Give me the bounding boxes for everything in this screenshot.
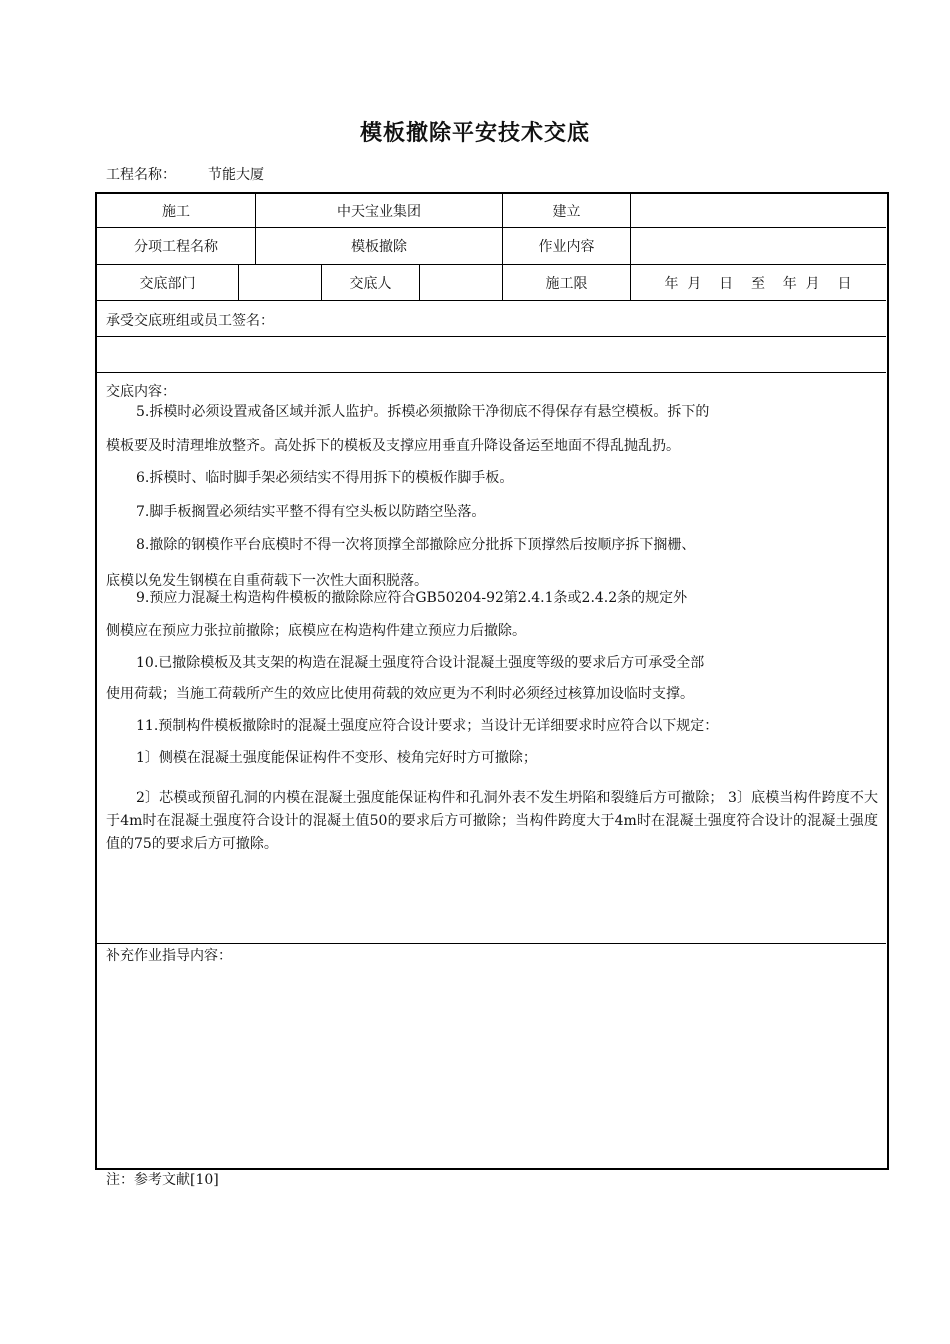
briefing-department-label: 交底部门 xyxy=(139,275,196,292)
content-line: 7.脚手板搁置必须结实平整不得有空头板以防踏空坠落。 xyxy=(136,504,486,520)
sub-project-label: 分项工程名称 xyxy=(134,239,218,255)
signature-label: 承受交底班组或员工签名： xyxy=(106,313,274,329)
content-paragraph: 2〕芯模或预留孔洞的内模在混凝土强度能保证构件和孔洞外表不发生坍陷和裂缝后方可撤除； 3〕底模当构件跨度不大于4m时在混凝土强度符合设计的混凝土值50的要求后方可撤除；当构件跨度大于4m时在混凝土强度符合设计的混凝土强度值的75的要求后方可撤除。 xyxy=(106,790,878,852)
content-line: 1〕侧模在混凝土强度能保证构件不变形、棱角完好时方可撤除； xyxy=(136,750,537,766)
sub-project-value: 模板撤除 xyxy=(351,239,407,255)
construction-value: 中天宝业集团 xyxy=(337,203,421,220)
work-content-value xyxy=(631,228,885,264)
briefer-label: 交底人 xyxy=(349,275,392,292)
supplement-label: 补充作业指导内容： xyxy=(106,948,232,964)
table-row-divider xyxy=(96,372,886,373)
content-line: 6.拆模时、临时脚手架必须结实不得用拆下的模板作脚手板。 xyxy=(136,470,514,486)
footnote: 注：参考文献[10] xyxy=(106,1172,219,1188)
content-line: 5.拆模时必须设置戒备区域并派人监护。拆模必须撤除干净彻底不得保存有悬空模板。拆下的 xyxy=(136,404,710,420)
table-row-divider xyxy=(96,336,886,337)
content-line: 模板要及时清理堆放整齐。高处拆下的模板及支撑应用垂直升降设备运至地面不得乱抛乱扔。 xyxy=(106,438,680,454)
content-line: 8.撤除的钢模作平台底模时不得一次将顶撑全部撤除应分批拆下顶撑然后按顺序拆下搁栅、 xyxy=(136,537,696,553)
briefing-table xyxy=(95,192,889,1170)
project-name-line xyxy=(106,164,264,184)
project-name-value: 节能大厦 xyxy=(208,167,264,183)
work-content-label: 作业内容 xyxy=(538,239,595,255)
build-value xyxy=(631,194,885,227)
table-row-divider xyxy=(96,300,886,301)
content-line: 9.预应力混凝土构造构件模板的撤除除应符合GB50204-92第2.4.1条或2.4.2条的规定外 xyxy=(136,590,688,606)
table-row-divider xyxy=(96,943,886,944)
content-line: 底模以免发生钢模在自重荷载下一次性大面积脱落。 xyxy=(106,573,428,589)
construction-period-dates: 年 月 日 至 年 月 日 xyxy=(664,275,852,292)
content-label: 交底内容： xyxy=(106,384,176,400)
content-line: 使用荷载；当施工荷载所产生的效应比使用荷载的效应更为不利时必须经过核算加设临时支撑。 xyxy=(106,686,694,702)
build-label: 建立 xyxy=(552,203,581,220)
document-title: 模板撤除平安技术交底 xyxy=(359,121,590,146)
content-line: 11.预制构件模板撤除时的混凝土强度应符合设计要求；当设计无详细要求时应符合以下规定： xyxy=(136,718,719,734)
construction-period-label: 施工限 xyxy=(545,275,588,292)
project-name-label: 工程名称： xyxy=(106,167,176,183)
construction-label: 施工 xyxy=(162,203,190,220)
briefing-department-value xyxy=(239,265,321,300)
briefer-value xyxy=(420,265,502,300)
content-line: 侧模应在预应力张拉前撤除；底模应在构造构件建立预应力后撤除。 xyxy=(106,623,526,639)
content-line: 10.已撤除模板及其支架的构造在混凝土强度符合设计混凝土强度等级的要求后方可承受全部 xyxy=(136,655,705,671)
